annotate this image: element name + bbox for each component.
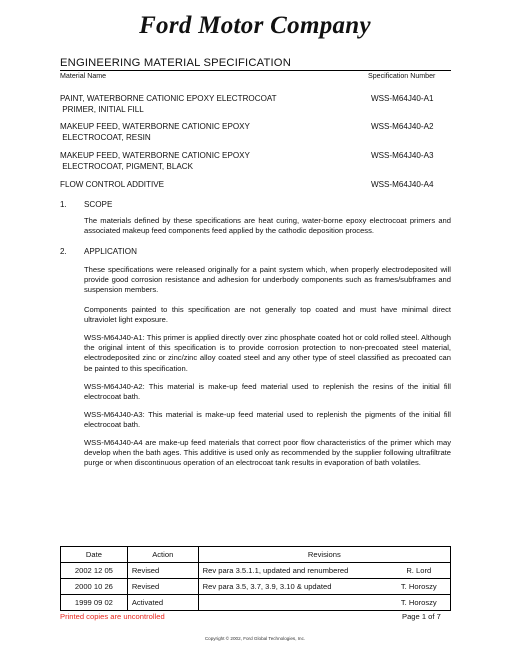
copyright-notice: Copyright © 2002, Ford Global Technologies, Inc. (204, 636, 306, 641)
uncontrolled-copy-notice: Printed copies are uncontrolled (60, 612, 165, 621)
revision-header-row (61, 547, 451, 563)
table-row (61, 563, 451, 579)
title-divider (60, 70, 451, 71)
revision-action: Activated (127, 595, 198, 611)
paragraph: The materials defined by these specifications are heat curing, water-borne epoxy electrocoat primers and associated makeup feed components feed applied by the cathodic deposition process. (84, 216, 451, 236)
revision-author: T. Horoszy (388, 579, 451, 595)
material-row (60, 151, 451, 172)
spec-number: WSS-M64J40-A2 (371, 122, 434, 131)
section-number: 2. (60, 247, 67, 256)
revision-description (198, 595, 387, 611)
paragraph: These specifications were released originally for a paint system which, when properly electrodeposited will provide good corrosion resistance and adhesion for underbody components such as frames/subframes and suspension members. (84, 265, 451, 295)
paragraph: WSS-M64J40-A3: This material is make-up feed material used to replenish the pigments of the initial fill electrocoat bath. (84, 410, 451, 430)
table-row (61, 579, 451, 595)
paragraph: Components painted to this specification are not generally top coated and must have minimal direct ultraviolet light exposure. (84, 305, 451, 325)
spec-number: WSS-M64J40-A4 (371, 180, 434, 189)
column-header-date: Date (61, 547, 128, 563)
revision-date: 2000 10 26 (61, 579, 128, 595)
section-title: APPLICATION (84, 247, 137, 256)
revision-action: Revised (127, 579, 198, 595)
spec-number: WSS-M64J40-A1 (371, 94, 434, 103)
page-number: Page 1 of 7 (402, 612, 441, 621)
revision-author: R. Lord (388, 563, 451, 579)
paragraph: WSS-M64J40-A2: This material is make-up feed material used to replenish the resins of the initial fill electrocoat bath. (84, 382, 451, 402)
revision-action: Revised (127, 563, 198, 579)
column-header-action: Action (127, 547, 198, 563)
material-name: FLOW CONTROL ADDITIVE (60, 180, 165, 189)
spec-number: WSS-M64J40-A3 (371, 151, 434, 160)
material-name: PAINT, WATERBORNE CATIONIC EPOXY ELECTROCOAT PRIMER, INITIAL FILL (60, 94, 277, 114)
revision-description: Rev para 3.5, 3.7, 3.9, 3.10 & updated (198, 579, 387, 595)
material-name-header: Material Name (60, 72, 107, 80)
section-heading-scope (60, 200, 112, 209)
table-row (61, 595, 451, 611)
section-number: 1. (60, 200, 67, 209)
revision-date: 1999 09 02 (61, 595, 128, 611)
material-row (60, 94, 451, 115)
material-row (60, 180, 451, 191)
document-title: ENGINEERING MATERIAL SPECIFICATION (60, 57, 291, 69)
paragraph: WSS-M64J40-A4 are make-up feed materials that correct poor flow characteristics of the primer which may develop when the bath ages. This additive is used only as recommended by the supplier following ultrafiltrate purge or when discontinuous operation of an electrocoat tank results in evaporation of bath volatiles. (84, 438, 451, 468)
section-title: SCOPE (84, 200, 113, 209)
ford-logo: Ford Motor Company (139, 12, 371, 39)
column-header-revisions: Revisions (198, 547, 450, 563)
revision-date: 2002 12 05 (61, 563, 128, 579)
section-heading-application (60, 247, 137, 256)
material-name: MAKEUP FEED, WATERBORNE CATIONIC EPOXY ELECTROCOAT, RESIN (60, 122, 250, 142)
material-name: MAKEUP FEED, WATERBORNE CATIONIC EPOXY ELECTROCOAT, PIGMENT, BLACK (60, 151, 250, 171)
revision-author: T. Horoszy (388, 595, 451, 611)
paragraph: WSS-M64J40-A1: This primer is applied directly over zinc phosphate coated hot or cold rolled steel. Although the original intent of this specification is to provide corrosion protection to non-precoated steel material, electrodeposited zinc or zinc/zinc alloy coated steel and any other type of steel classified as precoated can be painted to this specification. (84, 333, 451, 373)
material-row (60, 122, 451, 143)
spec-number-header: Specification Number (368, 72, 436, 80)
revision-table (60, 546, 451, 611)
revision-description: Rev para 3.5.1.1, updated and renumbered (198, 563, 387, 579)
